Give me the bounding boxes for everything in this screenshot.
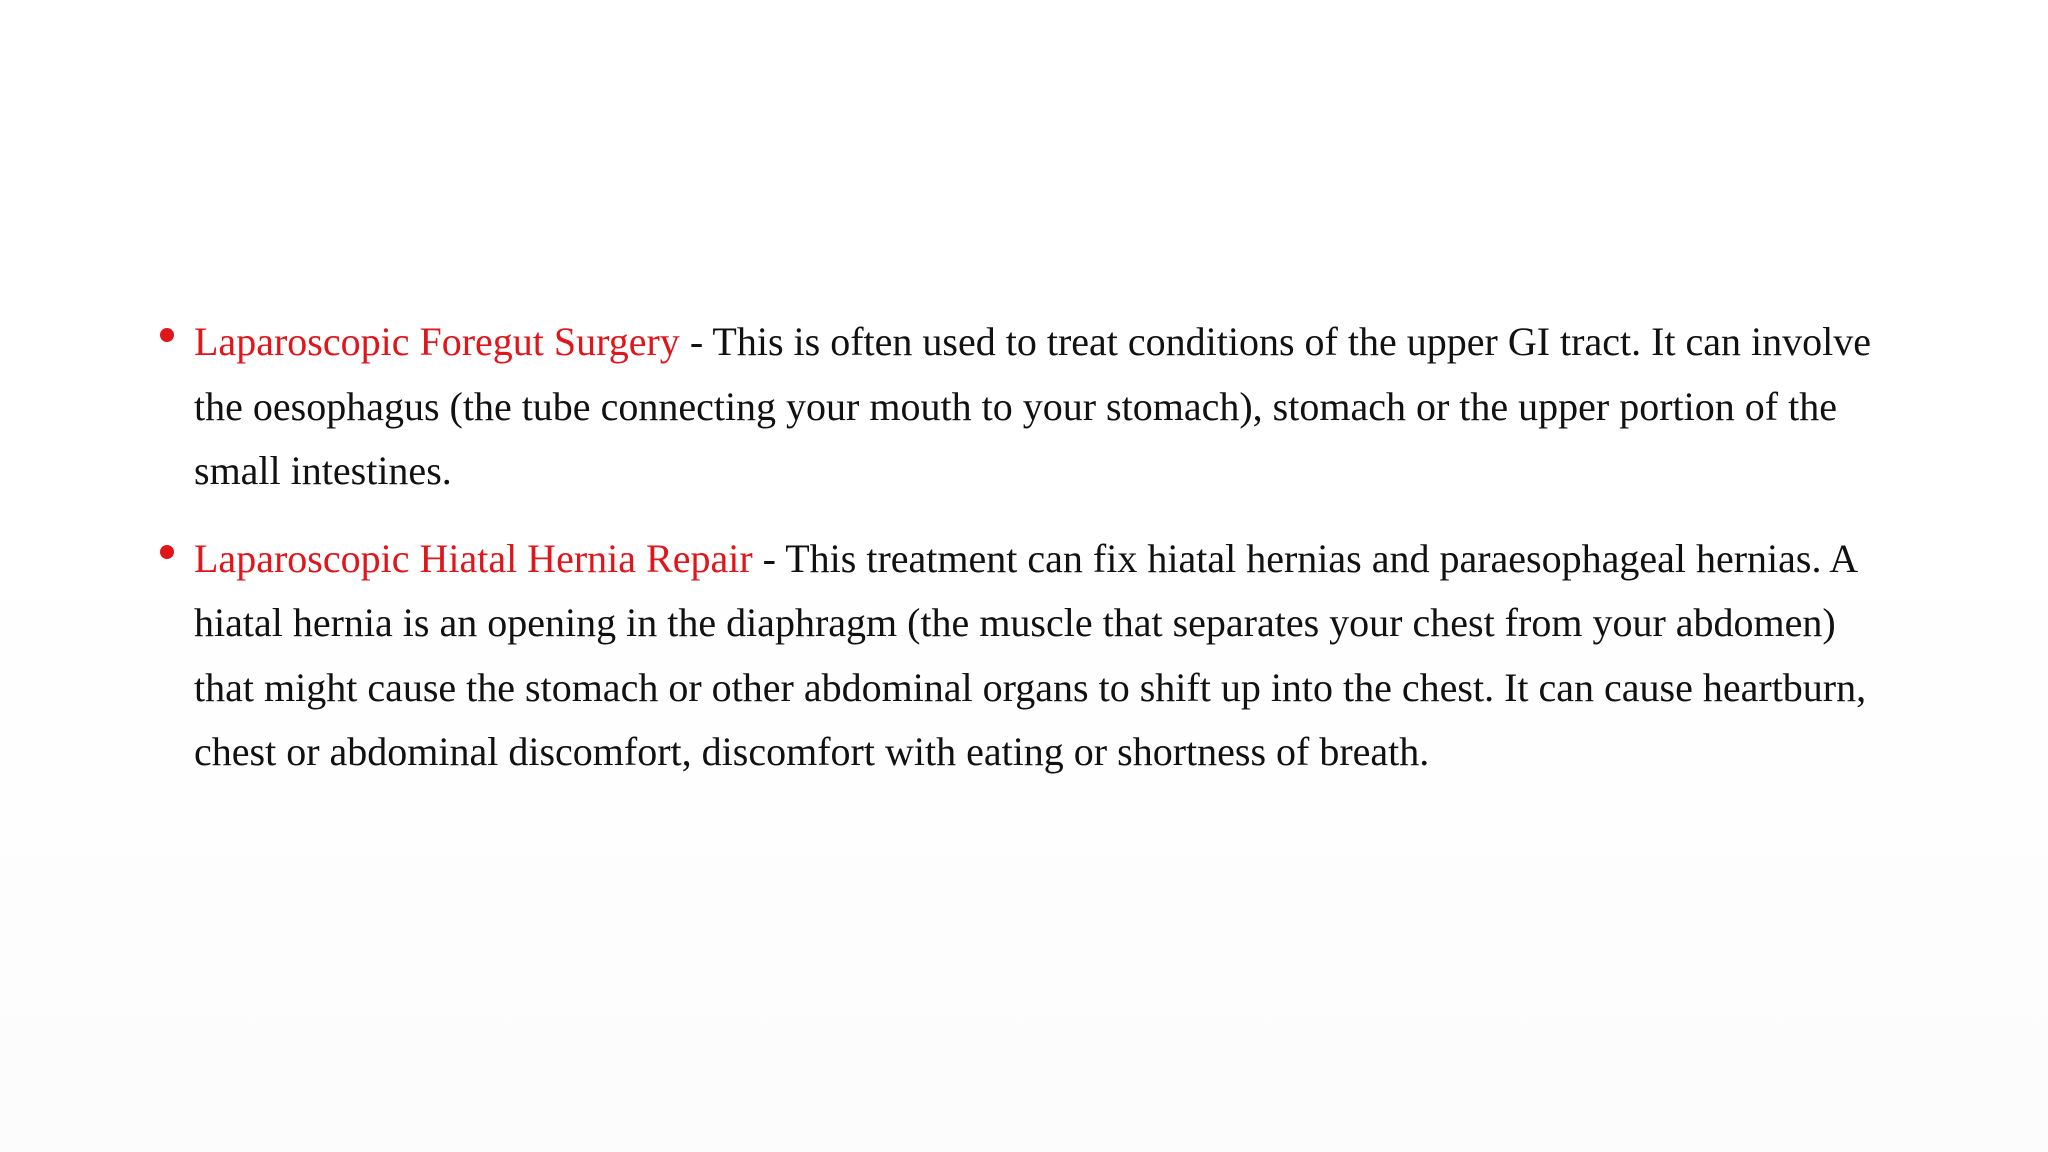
list-item (148, 310, 1888, 504)
item-description: This is often used to treat conditions of the upper GI tract. It can involve the oesophagus (the tube connecting your mouth to your stomach), stomach or the upper portion of the small intestines. (194, 319, 1871, 493)
bullet-dot-icon (160, 545, 174, 559)
list-item (148, 527, 1888, 785)
item-separator: - (752, 535, 786, 581)
item-description: This treatment can fix hiatal hernias and paraesophageal hernias. A hiatal hernia is an opening in the diaphragm (the muscle that separates your chest from your abdomen) that might cause the stomach or other abdominal organs to shift up into the chest. It can cause heartburn, chest or abdominal discomfort, discomfort with eating or shortness of breath. (194, 535, 1867, 774)
item-term: Laparoscopic Foregut Surgery (194, 319, 680, 364)
bullet-list (148, 310, 1888, 808)
item-separator: - (679, 319, 713, 364)
bullet-dot-icon (160, 328, 174, 342)
item-term: Laparoscopic Hiatal Hernia Repair (194, 535, 753, 581)
